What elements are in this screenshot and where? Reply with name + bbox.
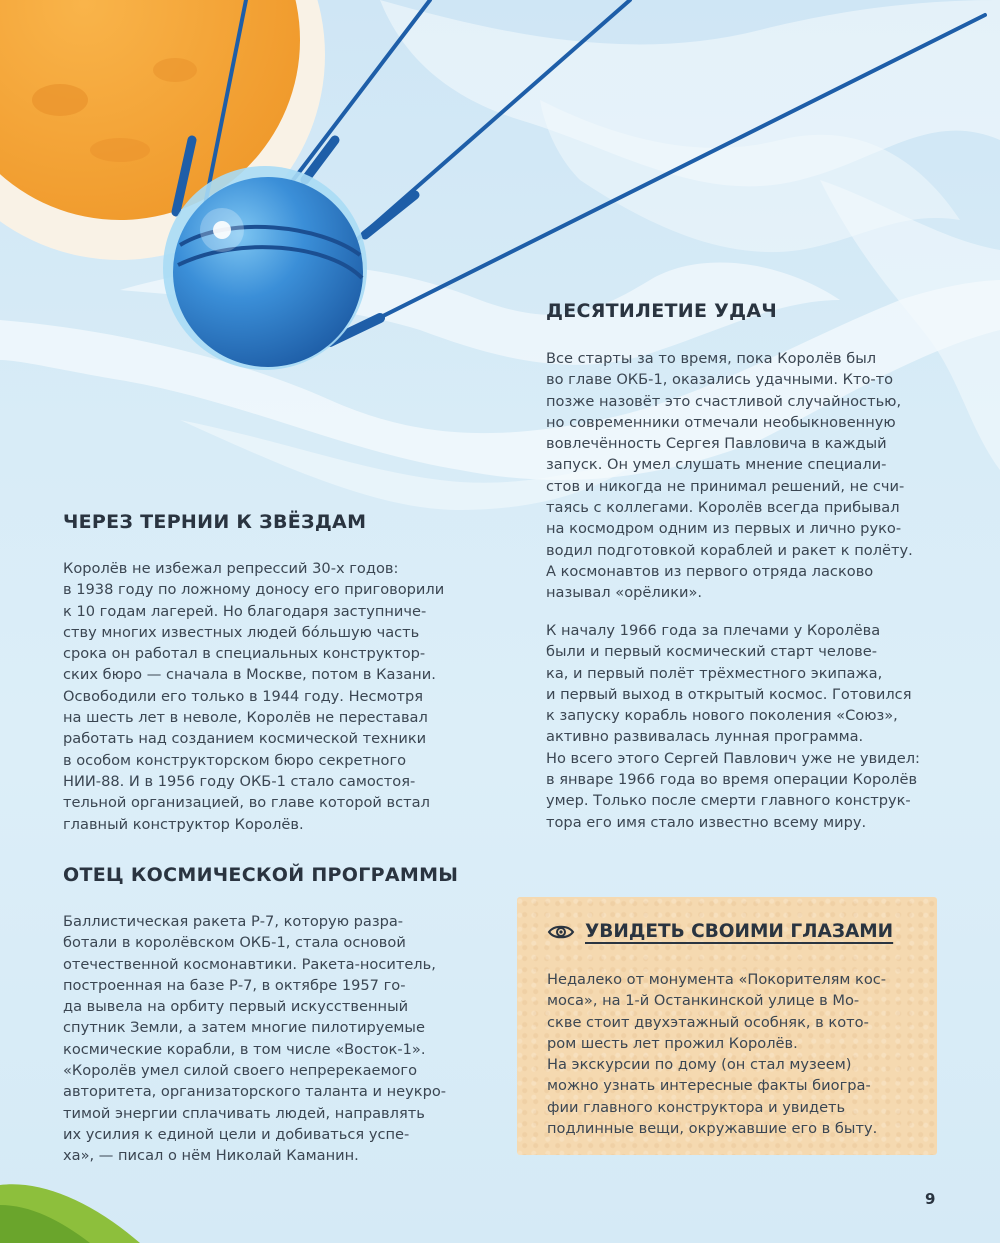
see-box-title [547, 921, 893, 942]
paragraph-decade-2: К началу 1966 года за плечами у Королёва были и первый космический старт челове- ка, и первый полёт трёхместного экипажа, и первый выход в открытый космос. Готовился к запуску корабль нового поколения «Союз», активно развивалась лунная программа. Но всего этого Сергей Павлович уже не увидел: в январе 1966 года во время операции Королёв умер. Только после смерти главного конструк- тора его имя стало известно всему миру. [546, 622, 920, 831]
see-box-paragraph: Недалеко от монумента «Покорителям кос- моса», на 1-й Останкинской улице в Мо- скве стоит двухэтажный особняк, в кото- ром шесть лет прожил Королёв. На экскурсии по дому (он стал музеем) можно узнать интересные факты биогра- фии главного конструктора и увидеть подлинные вещи, окружавшие его в быту. [547, 971, 887, 1138]
heading-through-thorns: ЧЕРЕЗ ТЕРНИИ К ЗВЁЗДАМ [63, 511, 367, 533]
page-number: 9 [925, 1190, 936, 1208]
paragraph-father: Баллистическая ракета Р-7, которую разра- ботали в королёвском ОКБ-1, стала основой отечественной космонавтики. Ракета-носитель, построенная на базе Р-7, в октябре 1957 го- да вывела на орбиту первый искусственный спутник Земли, а затем многие пилотируемые космические корабли, в том числе «Восток-1». «Королёв умел силой своего непререкаемого авторитета, организаторского таланта и неукро- тимой энергии сплачивать людей, направлять их усилия к единой цели и добиваться успе- ха», — писал о нём Николай Каманин. [63, 913, 447, 1165]
paragraph-decade-1: Все старты за то время, пока Королёв был во главе ОКБ-1, оказались удачными. Кто-то позже назовёт это счастливой случайностью, но современники отмечали необыкновенную вовлечённость Сергея Павловича в каждый запуск. Он умел слушать мнение специали- стов и никогда не принимал решений, не счи- таясь с коллегами. Королёв всегда прибывал на космодром одним из первых и лично руко- водил подготовкой кораблей и ракет к полёту. А космонавтов из первого отряда ласково называл «орёлики». [546, 350, 913, 602]
eye-icon [547, 923, 575, 941]
sputnik-icon [163, 166, 367, 370]
heading-decade-of-success: ДЕСЯТИЛЕТИЕ УДАЧ [546, 300, 777, 322]
heading-father-of-program: ОТЕЦ КОСМИЧЕСКОЙ ПРОГРАММЫ [63, 864, 459, 886]
paragraph-thorns: Королёв не избежал репрессий 30-х годов: в 1938 году по ложному доносу его приговорили к 10 годам лагерей. Но благодаря заступниче- ству многих известных людей бо́льшую часть срока он работал в специальных конструктор- ских бюро — сначала в Москве, потом в Казани. Освободили его только в 1944 году. Несмотря на шесть лет в неволе, Королёв не переставал работать над созданием космической техники в особом конструкторском бюро секретного НИИ-88. И в 1956 году ОКБ-1 стало самостоя- тельной организацией, во главе которой встал главный конструктор Королёв. [63, 560, 445, 833]
see-box-title-text: УВИДЕТЬ СВОИМИ ГЛАЗАМИ [585, 921, 894, 942]
see-for-yourself-box [517, 897, 937, 1155]
